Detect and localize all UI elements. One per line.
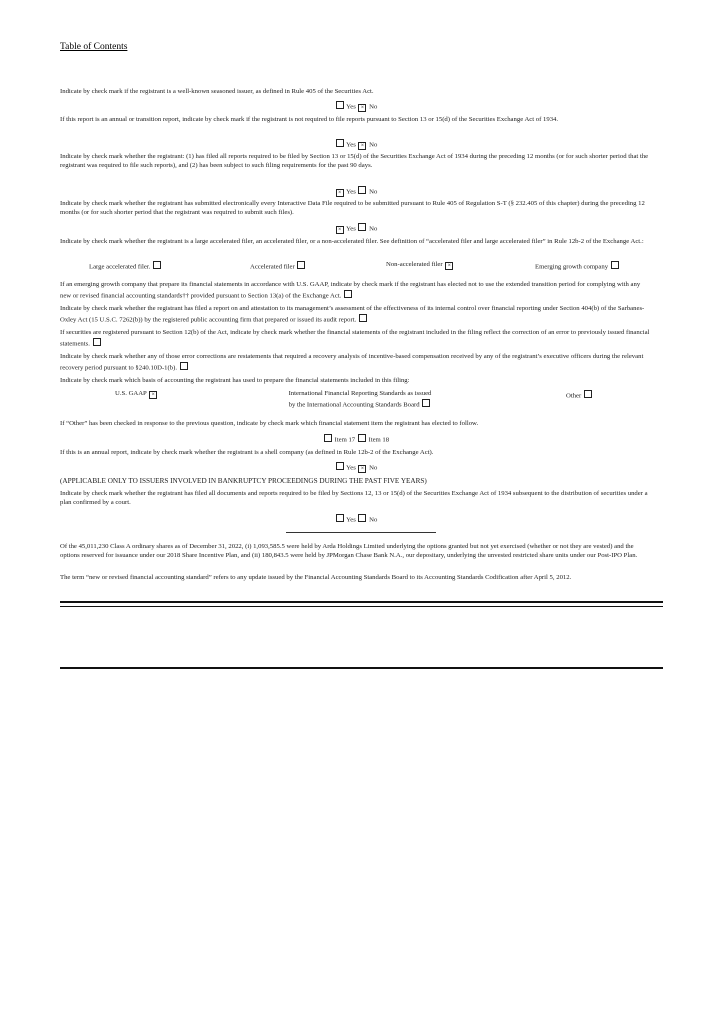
basis-of-accounting-options <box>60 390 660 410</box>
no-checkbox[interactable]: × <box>358 142 366 150</box>
item-18-checkbox[interactable] <box>358 434 366 442</box>
shell-company-question: If this is an annual report, indicate by check mark whether the registrant is a shell company (as defined in Rule 12b-2 of the Exchange Act). <box>60 449 434 456</box>
emerging-growth-company-checkbox[interactable] <box>611 261 619 269</box>
page-break-rule-top-thin <box>60 606 663 607</box>
extended-transition-question: If an emerging growth company that prepare its financial statements in accordance with U.S. GAAP, indicate by check mark if the registrant has elected not to use the extended transition period for complying with any new or revised financial accounting standards†† provided pursuant to Section 13(a) of the Exchange Act. <box>60 281 641 300</box>
not-required-to-file-question: If this report is an annual or transition report, indicate by check mark if the registrant is not required to file reports pursuant to Section 13 or 15(d) of the Securities Exchange Act of 1934. <box>60 116 559 123</box>
well-known-issuer-answer: Yes × No <box>60 101 652 112</box>
page-break-rule-top <box>60 601 663 603</box>
bankruptcy-heading: (APPLICABLE ONLY TO ISSUERS INVOLVED IN BANKRUPTCY PROCEEDINGS DURING THE PAST FIVE YEARS) <box>60 477 427 485</box>
other-checkbox[interactable] <box>584 390 592 398</box>
no-checkbox[interactable] <box>358 514 366 522</box>
financial-statement-item-question: If “Other” has been checked in response to the previous question, indicate by check mark which financial statement item the registrant has elected to follow. <box>60 420 479 427</box>
large-accelerated-filer-option[interactable]: Large accelerated filer. <box>89 261 162 272</box>
page-break-rule-bottom <box>60 667 663 669</box>
ifrs-option[interactable]: International Financial Reporting Standards as issued by the International Accounting Standards Board <box>288 390 432 409</box>
error-correction-question: If securities are registered pursuant to Section 12(b) of the Act, indicate by check mark whether the financial statements of the registrant included in the filing reflect the correction of an error to previously issued financial statements. <box>60 329 650 348</box>
non-accelerated-filer-checkbox[interactable]: × <box>445 262 453 270</box>
filed-all-reports-question: Indicate by check mark whether the registrant: (1) has filed all reports required to be filed by Section 13 or 15(d) of the Securities Exchange Act of 1934 during the preceding 12 months (or for such shorter period that the registrant was required to file such reports), and (2) has been subject to such filing requirements for the past 90 days. <box>60 153 649 169</box>
no-checkbox[interactable]: × <box>358 465 366 473</box>
interactive-data-answer: × Yes No <box>60 223 652 234</box>
shell-company-answer: Yes × No <box>60 462 652 473</box>
shares-footnote: Of the 45,011,230 Class A ordinary shares as of December 31, 2022, (i) 1,093,585.5 were held by Arda Holdings Limited underlying the options granted but not yet exercised (whether or not they are vested) and the options reserved for issuance under our 2018 Share Incentive Plan, and (ii) 180,843.5 were held by JPMorgan Chase Bank N.A., our depositary, underlying the unvested restricted share units under our Post-IPO Plan. <box>60 543 638 559</box>
well-known-issuer-question: Indicate by check mark if the registrant is a well-known seasoned issuer, as defined in Rule 405 of the Securities Act. <box>60 88 374 95</box>
no-checkbox[interactable]: × <box>358 104 366 112</box>
non-accelerated-filer-option[interactable]: Non-accelerated filer × <box>386 261 454 270</box>
basis-of-accounting-question: Indicate by check mark which basis of accounting the registrant has used to prepare the financial statements included in this filing: <box>60 377 410 384</box>
extended-transition-checkbox[interactable] <box>344 290 352 298</box>
bankruptcy-answer: Yes No <box>60 514 652 525</box>
interactive-data-question: Indicate by check mark whether the registrant has submitted electronically every Interactive Data File required to be submitted pursuant to Rule 405 of Regulation S-T (§ 232.405 of this chapter) during the preceding 12 months (or for such shorter period that the registrant was required to submit such files). <box>60 200 645 216</box>
other-option[interactable]: Other <box>566 390 593 401</box>
restatement-recovery-question: Indicate by check mark whether any of those error corrections are restatements that required a recovery analysis of incentive-based compensation received by any of the registrant’s executive officers during the relevant recovery period pursuant to §240.10D-1(b). <box>60 353 644 372</box>
restatement-recovery-checkbox[interactable] <box>180 362 188 370</box>
bankruptcy-question: Indicate by check mark whether the registrant has filed all documents and reports required to be filed by Sections 12, 13 or 15(d) of the Securities Exchange Act of 1934 subsequent to the distribution of securities under a plan confirmed by a court. <box>60 490 648 506</box>
financial-statement-item-answer: Item 17 Item 18 <box>60 434 652 445</box>
not-required-to-file-answer: Yes × No <box>60 139 652 150</box>
item-17-checkbox[interactable] <box>324 434 332 442</box>
no-checkbox[interactable] <box>358 186 366 194</box>
accounting-standard-footnote: The term “new or revised financial accounting standard” refers to any update issued by the Financial Accounting Standards Board to its Accounting Standards Codification after April 5, 2012. <box>60 574 572 581</box>
us-gaap-checkbox[interactable]: × <box>149 391 157 399</box>
internal-control-attestation-checkbox[interactable] <box>359 314 367 322</box>
yes-checkbox[interactable]: × <box>336 189 344 197</box>
no-checkbox[interactable] <box>358 223 366 231</box>
us-gaap-option[interactable]: U.S. GAAP × <box>115 390 158 399</box>
yes-checkbox[interactable] <box>336 462 344 470</box>
yes-checkbox[interactable] <box>336 139 344 147</box>
ifrs-checkbox[interactable] <box>422 399 430 407</box>
yes-checkbox[interactable]: × <box>336 226 344 234</box>
accelerated-filer-option[interactable]: Accelerated filer <box>250 261 306 272</box>
filed-all-reports-answer: × Yes No <box>60 186 652 197</box>
emerging-growth-company-option[interactable]: Emerging growth company <box>535 261 620 272</box>
error-correction-checkbox[interactable] <box>93 338 101 346</box>
large-accelerated-filer-checkbox[interactable] <box>153 261 161 269</box>
table-of-contents-link[interactable]: Table of Contents <box>60 42 128 52</box>
internal-control-attestation-question: Indicate by check mark whether the registrant has filed a report on and attestation to its management’s assessment of the effectiveness of its internal control over financial reporting under Section 404(b) of the Sarbanes-Oxley Act (15 U.S.C. 7262(b)) by the registered public accounting firm that prepared or issued its audit report. <box>60 305 645 324</box>
yes-checkbox[interactable] <box>336 101 344 109</box>
yes-checkbox[interactable] <box>336 514 344 522</box>
accelerated-filer-checkbox[interactable] <box>297 261 305 269</box>
footnote-divider <box>286 532 436 533</box>
filer-status-question: Indicate by check mark whether the registrant is a large accelerated filer, an accelerated filer, or a non-accelerated filer. See definition of “accelerated filer and large accelerated filer” in Rule 12b-2 of the Exchange Act.: <box>60 238 644 245</box>
